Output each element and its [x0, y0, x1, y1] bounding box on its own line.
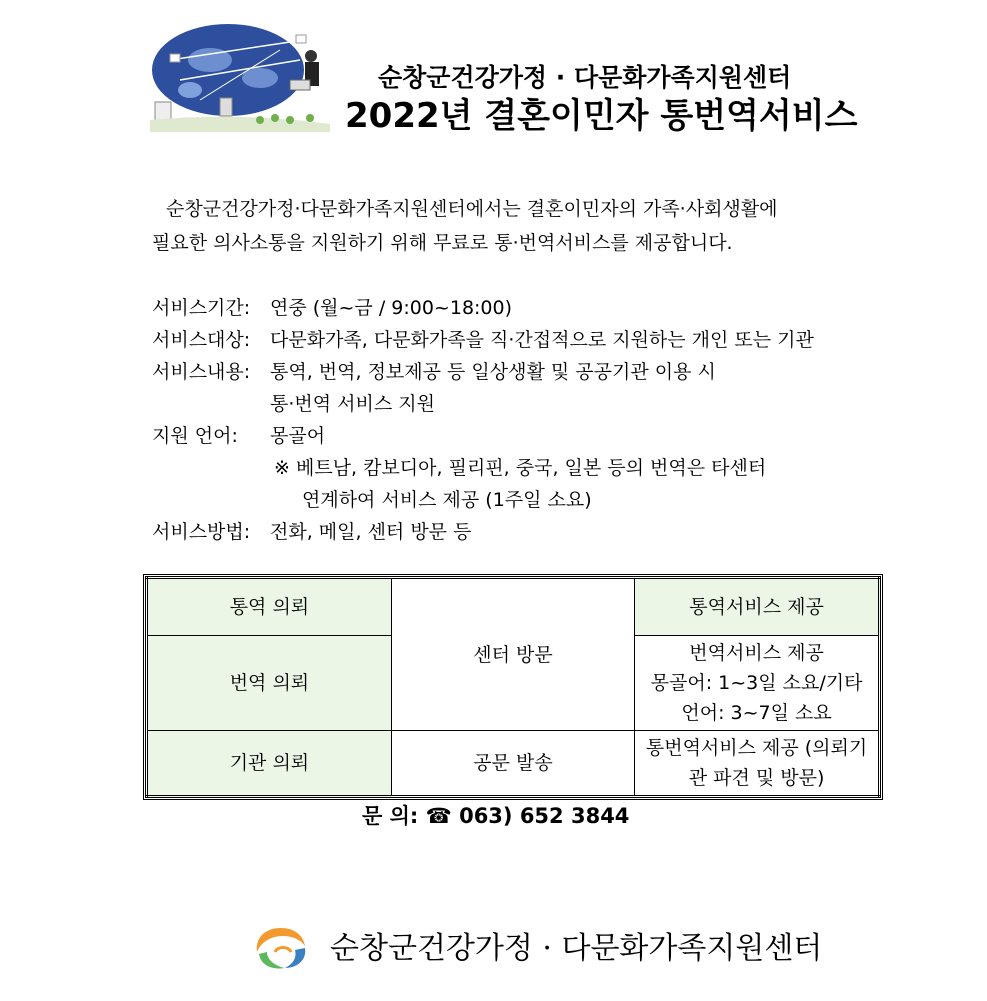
- info-note-line-2: 연계하여 서비스 제공 (1주일 소요): [302, 489, 592, 511]
- center-logo-icon: [253, 924, 309, 970]
- result-interpretation: 통역서비스 제공: [635, 578, 880, 636]
- service-table: [145, 576, 881, 798]
- method-visit: 센터 방문: [391, 578, 634, 731]
- info-language-value: 몽골어: [270, 425, 326, 447]
- info-method-label: 서비스방법:: [152, 521, 251, 543]
- info-note-line-1: ※ 베트남, 캄보디아, 필리핀, 중국, 일본 등의 번역은 타센터: [274, 457, 767, 479]
- info-target-value: 다문화가족, 다문화가족을 직·간접적으로 지원하는 개인 또는 기관: [270, 329, 814, 351]
- method-official-letter: 공문 발송: [391, 731, 634, 797]
- phone-icon: ☎: [425, 804, 452, 828]
- result-translation-line-1: 번역서비스 제공: [689, 642, 824, 664]
- request-institution: 기관 의뢰: [147, 731, 392, 797]
- info-target-label: 서비스대상:: [152, 329, 251, 351]
- info-content-value-2: 통·번역 서비스 지원: [270, 393, 435, 415]
- info-method-value: 전화, 메일, 센터 방문 등: [270, 521, 472, 543]
- info-content: [152, 356, 814, 388]
- intro-line-1: 순창군건강가정·다문화가족지원센터에서는 결혼이민자의 가족·사회생활에: [166, 198, 778, 220]
- info-language: [152, 420, 814, 452]
- info-content-value: 통역, 번역, 정보제공 등 일상생활 및 공공기관 이용 시: [270, 361, 716, 383]
- info-method: [152, 516, 814, 548]
- intro-line-2: 필요한 의사소통을 지원하기 위해 무료로 통·번역서비스를 제공합니다.: [152, 232, 733, 254]
- info-language-label: 지원 언어:: [152, 425, 238, 447]
- info-content-label: 서비스내용:: [152, 361, 251, 383]
- result-institution: 통번역서비스 제공 (의뢰기관 파견 및 방문): [635, 731, 880, 797]
- intro-paragraph: [152, 192, 778, 260]
- table-row: [147, 578, 880, 636]
- page-title: 2022년 결혼이민자 통번역서비스: [345, 96, 858, 136]
- info-period: [152, 292, 814, 324]
- header-illustration: [150, 20, 330, 132]
- service-info: [152, 292, 814, 548]
- table-row: [147, 731, 880, 797]
- request-translation: 번역 의뢰: [147, 636, 392, 731]
- info-period-value: 연중 (월~금 / 9:00~18:00): [270, 297, 513, 319]
- info-target: [152, 324, 814, 356]
- header-subtitle: 순창군건강가정 · 다문화가족지원센터: [378, 63, 792, 92]
- contact-phone: 063) 652 3844: [459, 804, 630, 828]
- contact-info: [362, 800, 629, 830]
- request-interpretation: 통역 의뢰: [147, 578, 392, 636]
- footer-center-name: 순창군건강가정 · 다문화가족지원센터: [330, 931, 823, 966]
- info-period-label: 서비스기간:: [152, 297, 251, 319]
- result-translation-line-2: 몽골어: 1~3일 소요/기타 언어: 3~7일 소요: [650, 672, 863, 724]
- result-translation: [635, 636, 880, 731]
- contact-label: 문 의:: [362, 804, 419, 828]
